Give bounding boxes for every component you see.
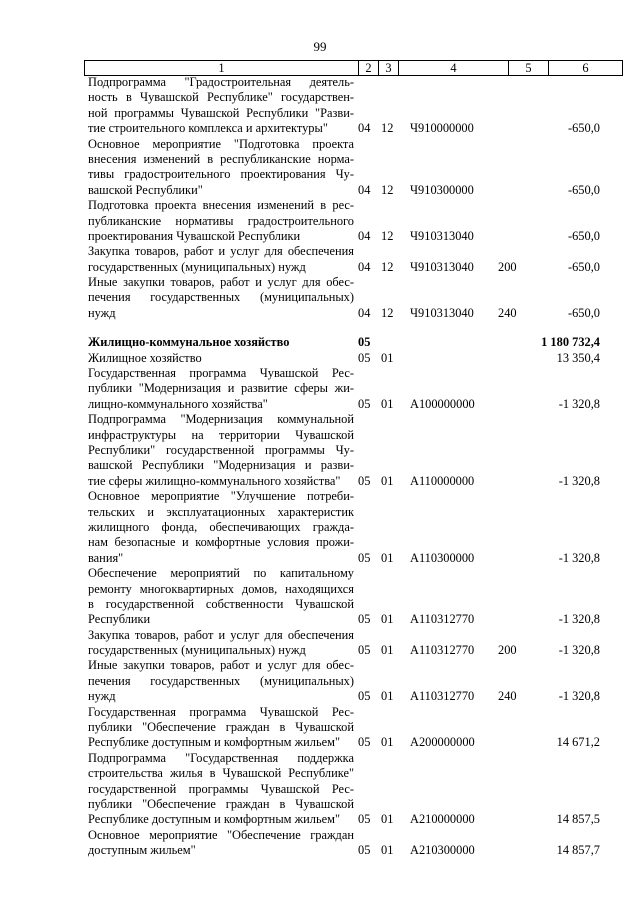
subsection-code: 01: [381, 843, 394, 858]
description-line: Жилищно-коммунальное хозяйство: [88, 335, 290, 350]
description-line: нам безопасные и комфортные условия прожи-: [88, 535, 354, 550]
row-description: [84, 137, 354, 199]
section-code: 04: [358, 259, 371, 274]
header-col-2: 2: [359, 61, 379, 76]
description-line: Подпрограмма "Градостроительная деятель-: [88, 75, 354, 89]
section-code: 05: [358, 550, 371, 565]
amount: -650,0: [567, 259, 600, 274]
description-line: тие строительного комплекса и архитектуры": [88, 121, 328, 136]
header-col-1: 1: [85, 61, 359, 76]
row-description: [84, 705, 354, 751]
description-line: вашской Республики": [88, 182, 203, 197]
section-code: 04: [358, 182, 371, 197]
amount: 13 350,4: [556, 350, 600, 365]
description-line: Жилищное хозяйство: [88, 350, 202, 365]
section-code: 05: [358, 612, 371, 627]
header-col-6: 6: [549, 61, 623, 76]
table-row: [84, 137, 602, 199]
description-line: тивы градостроительного проектирования Чу-: [88, 167, 354, 182]
table-row: [84, 751, 602, 828]
subsection-code: 01: [381, 689, 394, 704]
amount: 1 180 732,4: [541, 335, 600, 350]
table-row: [84, 705, 602, 751]
row-description: [84, 412, 354, 489]
section-code: 05: [358, 396, 371, 411]
row-description: [84, 335, 354, 350]
row-description: [84, 658, 354, 704]
table-row: [84, 566, 602, 628]
description-line: Иные закупки товаров, работ и услуг для обес-: [88, 658, 354, 673]
target-article-code: А110300000: [410, 550, 475, 565]
target-article-code: Ч910313040: [410, 228, 474, 243]
section-code: 05: [358, 843, 371, 858]
target-article-code: А210300000: [410, 843, 475, 858]
section-code: 05: [358, 473, 371, 488]
header-col-5: 5: [509, 61, 549, 76]
subsection-code: 01: [381, 735, 394, 750]
expense-type-code: 240: [498, 689, 517, 704]
row-description: [84, 828, 354, 859]
description-line: вашской Республики "Модернизация и разви-: [88, 458, 354, 473]
section-code: 05: [358, 735, 371, 750]
description-line: Республики: [88, 612, 151, 627]
target-article-code: А110312770: [410, 689, 475, 704]
amount: -650,0: [567, 182, 600, 197]
amount: -1 320,8: [558, 473, 600, 488]
description-line: государственных (муниципальных) нужд: [88, 259, 306, 274]
table-row: [84, 275, 602, 321]
target-article-code: Ч910313040: [410, 305, 474, 320]
description-line: публики "Обеспечение граждан в Чувашской: [88, 720, 354, 735]
subsection-code: 01: [381, 812, 394, 827]
description-line: Республике доступным и комфортным жильем": [88, 812, 341, 827]
description-line: государственной программы Чувашской Рес-: [88, 781, 354, 796]
description-line: Республики" государственной программы Чу-: [88, 443, 354, 458]
description-line: жилищного фонда, обеспечивающих гражда-: [88, 519, 354, 534]
section-code: 05: [358, 350, 371, 365]
description-line: инфраструктуры на территории Чувашской: [88, 427, 354, 442]
table-row: [84, 335, 602, 350]
subsection-code: 12: [381, 182, 394, 197]
amount: -650,0: [567, 121, 600, 136]
description-line: государственных (муниципальных) нужд: [88, 643, 306, 658]
description-line: Обеспечение мероприятий по капитальному: [88, 566, 354, 581]
expense-type-code: 200: [498, 643, 517, 658]
description-line: проектирования Чувашской Республики: [88, 228, 301, 243]
section-code: 05: [358, 643, 371, 658]
row-description: [84, 351, 354, 366]
description-line: вания": [88, 550, 124, 565]
target-article-code: А100000000: [410, 396, 475, 411]
description-line: нужд: [88, 305, 116, 320]
row-description: [84, 566, 354, 628]
section-code: 05: [358, 812, 371, 827]
subsection-code: 01: [381, 396, 394, 411]
amount: 14 857,5: [556, 812, 600, 827]
description-line: в государственной собственности Чувашской: [88, 596, 354, 611]
table-row: [84, 489, 602, 566]
row-description: [84, 198, 354, 244]
subsection-code: 01: [381, 612, 394, 627]
section-code: 04: [358, 121, 371, 136]
section-code: 04: [358, 228, 371, 243]
amount: -1 320,8: [558, 689, 600, 704]
table-row: [84, 75, 602, 137]
target-article-code: А110312770: [410, 643, 475, 658]
amount: -1 320,8: [558, 643, 600, 658]
description-line: Государственная программа Чувашской Рес-: [88, 704, 354, 719]
description-line: Основное мероприятие "Обеспечение граждан: [88, 827, 354, 842]
budget-table-body: [84, 75, 602, 859]
row-description: [84, 275, 354, 321]
description-line: Закупка товаров, работ и услуг для обеспечения: [88, 244, 354, 259]
amount: -650,0: [567, 305, 600, 320]
amount: -1 320,8: [558, 396, 600, 411]
description-line: публики "Обеспечение граждан в Чувашской: [88, 797, 354, 811]
description-line: ной программы Чувашской Республики "Разви-: [88, 105, 354, 120]
table-row: [84, 412, 602, 489]
table-row: [84, 366, 602, 412]
table-row: [84, 658, 602, 704]
description-line: тие сферы жилищно-коммунального хозяйства": [88, 473, 341, 488]
section-code: 04: [358, 305, 371, 320]
description-line: лищно-коммунального хозяйства": [88, 396, 268, 411]
header-col-4: 4: [399, 61, 509, 76]
description-line: нужд: [88, 689, 116, 704]
amount: -650,0: [567, 228, 600, 243]
description-line: Иные закупки товаров, работ и услуг для обес-: [88, 275, 354, 290]
description-line: Подпрограмма "Государственная поддержка: [88, 750, 354, 765]
table-header: [84, 60, 623, 76]
table-row: [84, 351, 602, 366]
description-line: Основное мероприятие "Подготовка проекта: [88, 136, 354, 151]
description-line: внесения изменений в республиканские норма-: [88, 151, 354, 166]
target-article-code: Ч910000000: [410, 121, 474, 136]
table-row: [84, 198, 602, 244]
description-line: Подготовка проекта внесения изменений в рес-: [88, 198, 354, 213]
description-line: ремонту многоквартирных домов, находящихся: [88, 581, 354, 596]
target-article-code: А110000000: [410, 473, 475, 488]
subsection-code: 12: [381, 121, 394, 136]
table-row: [84, 628, 602, 659]
row-description: [84, 366, 354, 412]
description-line: тельских и эксплуатационных характеристик: [88, 504, 354, 519]
header-col-3: 3: [379, 61, 399, 76]
subsection-code: 01: [381, 643, 394, 658]
table-row: [84, 828, 602, 859]
subsection-code: 01: [381, 550, 394, 565]
amount: -1 320,8: [558, 612, 600, 627]
expense-type-code: 200: [498, 259, 517, 274]
row-description: [84, 751, 354, 828]
description-line: Республике доступным и комфортным жильем": [88, 735, 341, 750]
row-description: [84, 75, 354, 137]
section-code: 05: [358, 689, 371, 704]
description-line: Основное мероприятие "Улучшение потреби-: [88, 489, 354, 504]
subsection-code: 12: [381, 228, 394, 243]
target-article-code: Ч910313040: [410, 259, 474, 274]
row-description: [84, 628, 354, 659]
amount: 14 857,7: [556, 843, 600, 858]
page-number: 99: [313, 39, 327, 54]
description-line: ность в Чувашской Республике" государствен-: [88, 90, 354, 105]
description-line: печения государственных (муниципальных): [88, 290, 354, 305]
table-row: [84, 244, 602, 275]
description-line: печения государственных (муниципальных): [88, 673, 354, 688]
amount: 14 671,2: [556, 735, 600, 750]
description-line: Закупка товаров, работ и услуг для обеспечения: [88, 627, 354, 642]
description-line: строительства жилья в Чувашской Республике": [88, 766, 354, 781]
description-line: Подпрограмма "Модернизация коммунальной: [88, 412, 354, 427]
expense-type-code: 240: [498, 305, 517, 320]
subsection-code: 12: [381, 259, 394, 274]
row-description: [84, 244, 354, 275]
target-article-code: А110312770: [410, 612, 475, 627]
description-line: доступным жильем": [88, 843, 196, 858]
row-description: [84, 489, 354, 566]
description-line: публиканские нормативы градостроительного: [88, 213, 354, 228]
subsection-code: 01: [381, 473, 394, 488]
description-line: Государственная программа Чувашской Рес-: [88, 366, 354, 381]
target-article-code: А200000000: [410, 735, 475, 750]
target-article-code: Ч910300000: [410, 182, 474, 197]
subsection-code: 01: [381, 350, 394, 365]
section-code: 05: [358, 335, 371, 350]
target-article-code: А210000000: [410, 812, 475, 827]
subsection-code: 12: [381, 305, 394, 320]
amount: -1 320,8: [558, 550, 600, 565]
description-line: публики "Модернизация и развитие сферы жи-: [88, 381, 354, 396]
